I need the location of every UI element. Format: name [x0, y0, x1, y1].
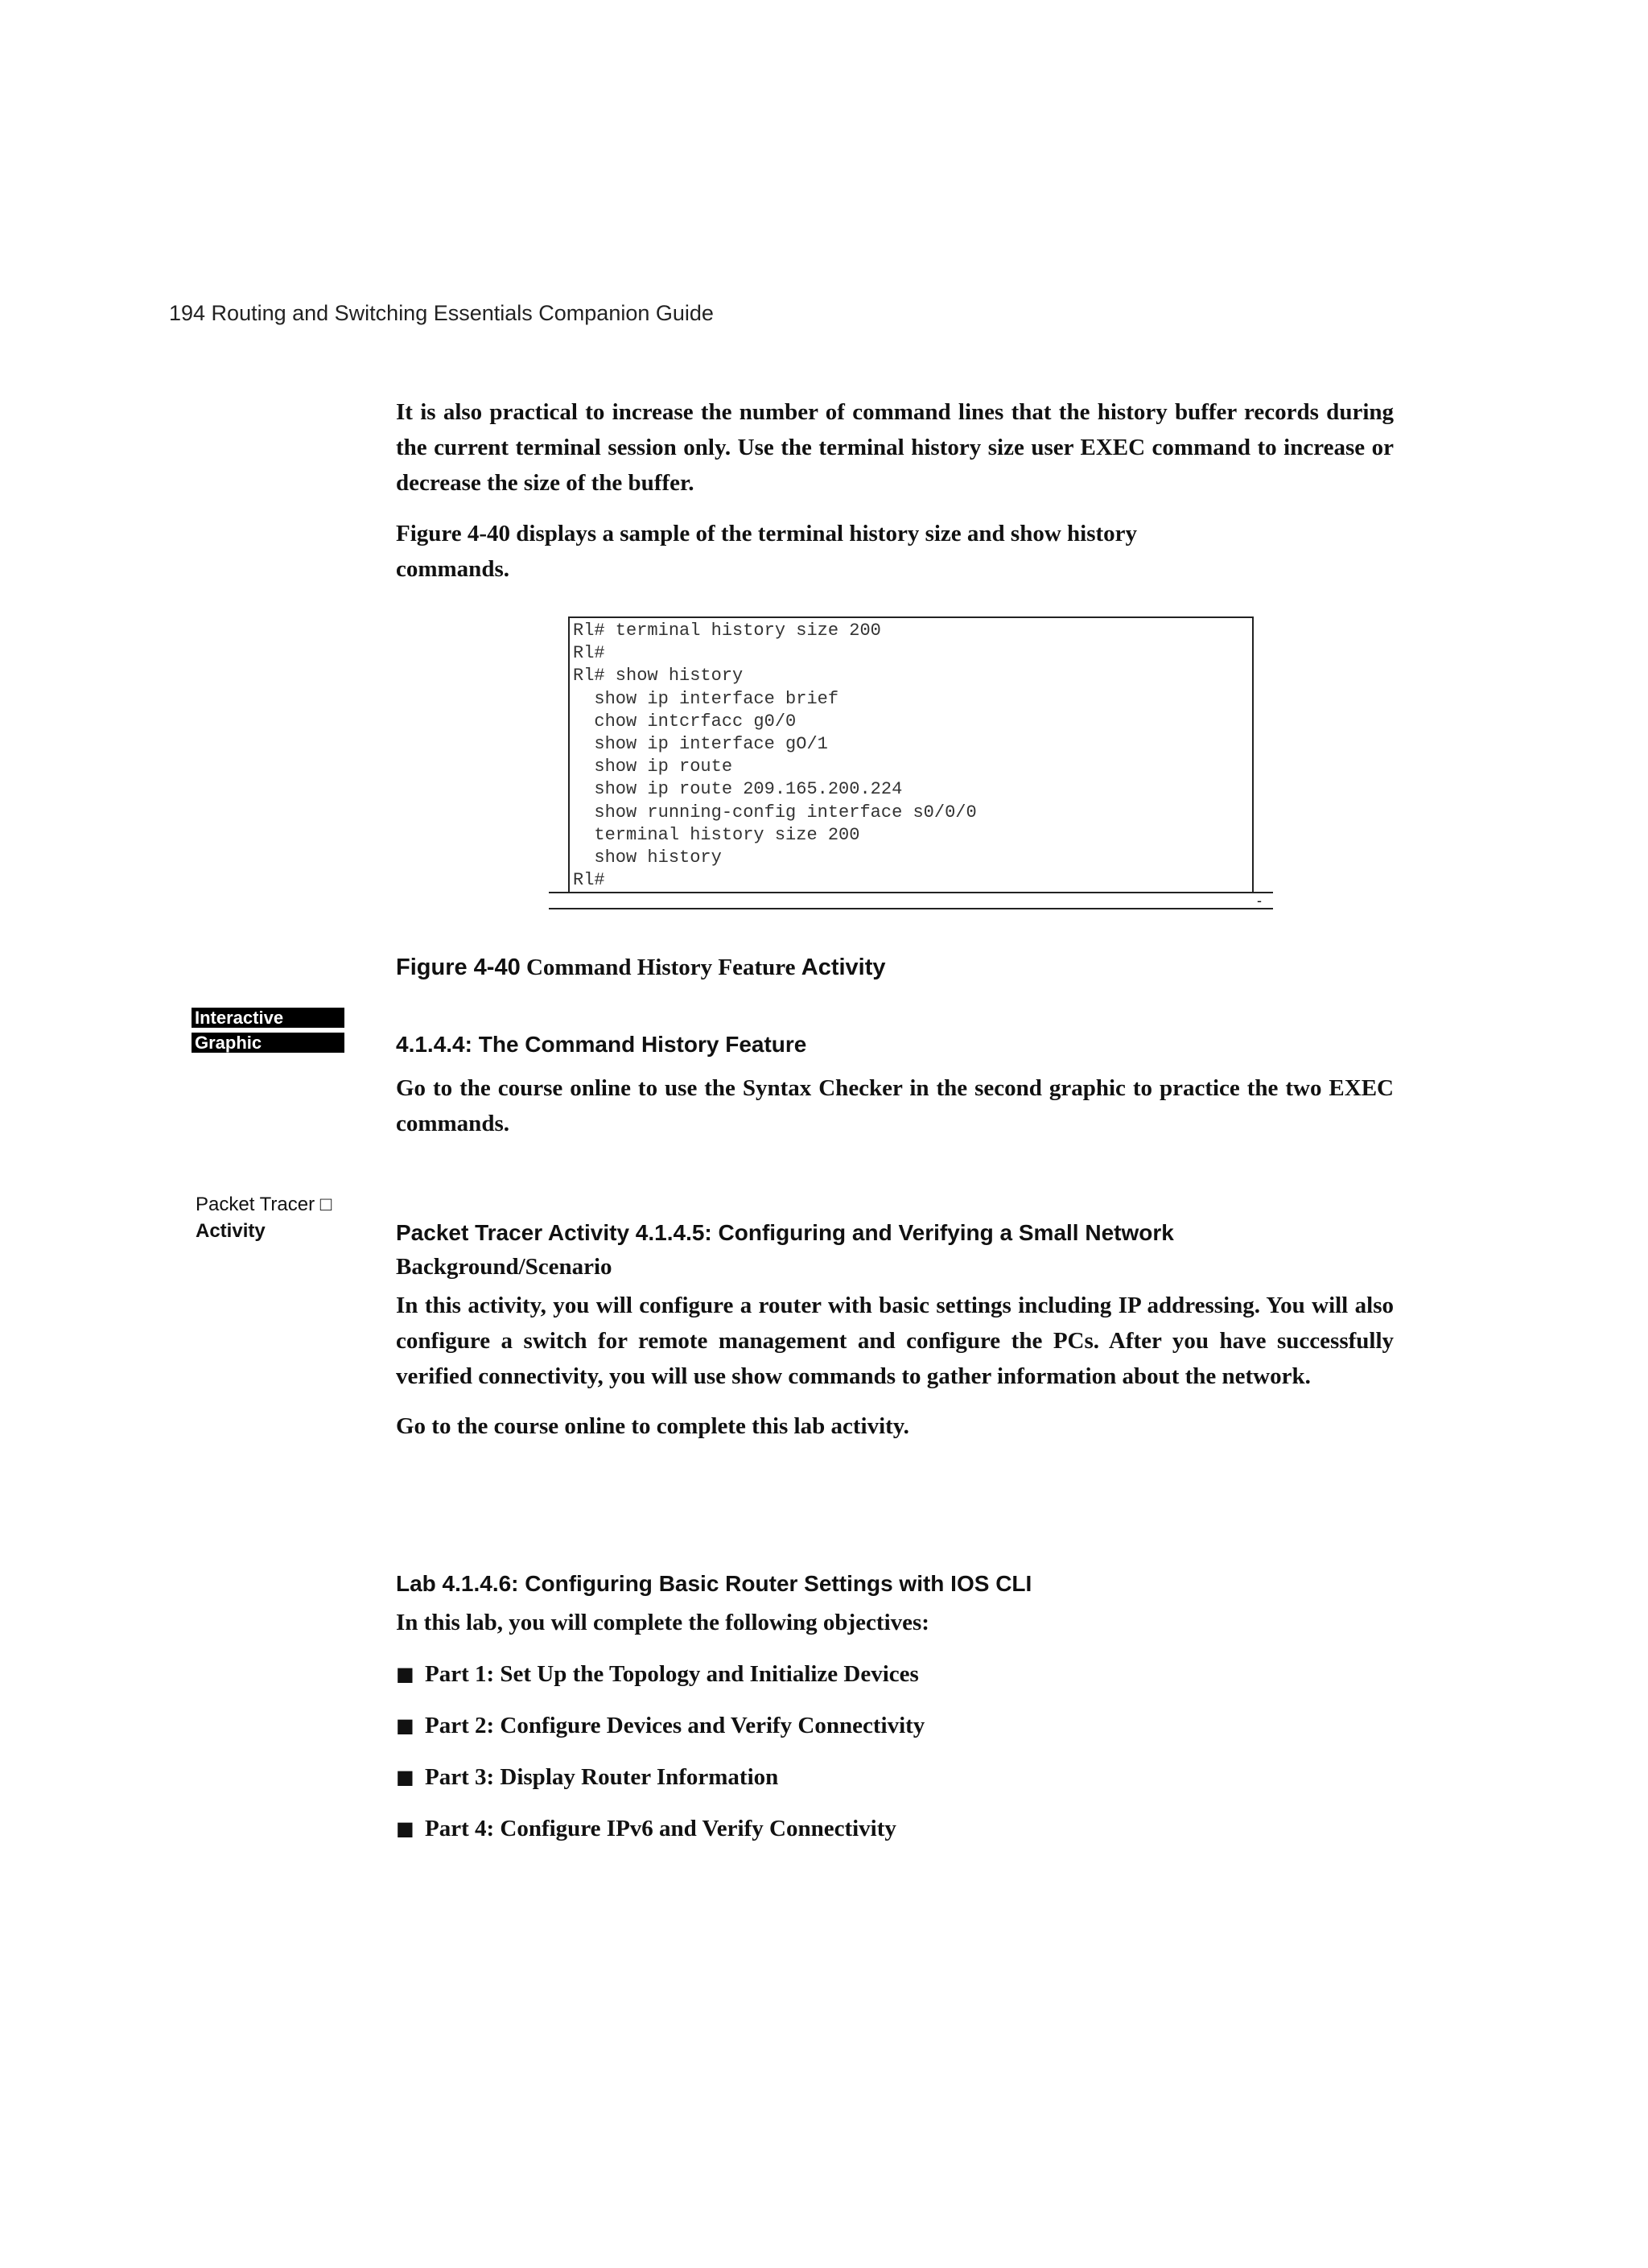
- pt-label-line-2: Activity: [196, 1220, 266, 1242]
- list-item: [396, 1811, 1394, 1846]
- section-intro: In this lab, you will complete the following objectives:: [396, 1610, 929, 1635]
- figure-reference-paragraph: Figure 4-40 displays a sample of the terminal history size and show history commands.: [396, 521, 1138, 582]
- section-4-1-4-5: [396, 1219, 1394, 1444]
- intro-section: [396, 394, 1394, 587]
- square-bullet-icon: ■: [396, 1817, 414, 1840]
- code-line: Rl# terminal history size 200: [573, 621, 881, 641]
- tag-line-2: Graphic: [192, 1033, 344, 1053]
- caption-title: Command History Feature: [525, 955, 796, 980]
- objective-text: Part 1: Set Up the Topology and Initialize Devices: [425, 1661, 919, 1687]
- code-line: show ip route: [573, 757, 733, 777]
- objectives-list: [396, 1656, 1394, 1846]
- running-head: 194 Routing and Switching Essentials Companion Guide: [169, 301, 714, 325]
- cli-output-box: [568, 616, 1254, 892]
- tag-line-1: Interactive: [192, 1008, 344, 1028]
- code-line: Rl# show history: [573, 666, 744, 687]
- section-heading: Packet Tracer Activity 4.1.4.5: Configuring and Verifying a Small Network: [396, 1220, 1174, 1245]
- pt-label-line-1: Packet Tracer □: [196, 1194, 332, 1215]
- section-4-1-4-4: [396, 1030, 1394, 1141]
- intro-paragraph: It is also practical to increase the number of command lines that the history buffer records during the current terminal session only. Use the terminal history size user EXEC command to increase or decrease the size of the buffer.: [396, 399, 1394, 496]
- caption-suffix: Activity: [801, 955, 886, 980]
- figure-caption: [396, 955, 886, 981]
- code-line: show history: [573, 847, 722, 868]
- list-item: [396, 1708, 1394, 1743]
- square-bullet-icon: ■: [396, 1663, 414, 1685]
- code-line: terminal history size 200: [573, 824, 860, 845]
- section-subheading: Background/Scenario: [396, 1254, 612, 1280]
- code-line: show ip interface gO/1: [573, 734, 828, 755]
- figure-4-40: [549, 616, 1273, 913]
- interactive-graphic-tag: [192, 1008, 344, 1058]
- section-heading: Lab 4.1.4.6: Configuring Basic Router Settings with IOS CLI: [396, 1571, 1032, 1596]
- objective-text: Part 2: Configure Devices and Verify Connectivity: [425, 1713, 925, 1738]
- code-line: Rl#: [573, 870, 605, 891]
- figure-rule-bottom: [549, 908, 1273, 909]
- code-line: show ip interface brief: [573, 688, 839, 709]
- section-4-1-4-6: [396, 1569, 1394, 1862]
- code-line: show running-config interface s0/0/0: [573, 802, 977, 823]
- square-bullet-icon: ■: [396, 1766, 414, 1788]
- caption-number: Figure 4-40: [396, 955, 521, 980]
- code-line: show ip route 209.165.200.224: [573, 779, 903, 800]
- figure-rule-mark: -: [1257, 893, 1262, 909]
- objective-text: Part 3: Display Router Information: [425, 1764, 779, 1790]
- figure-rule-top: [549, 892, 1273, 893]
- packet-tracer-tag: [196, 1191, 332, 1244]
- objective-text: Part 4: Configure IPv6 and Verify Connectivity: [425, 1816, 896, 1841]
- section-body: In this activity, you will configure a router with basic settings including IP addressing. You will also configure a switch for remote management and configure the PCs. After you have successfully verified connectivity, you will use show commands to gather information about the network.: [396, 1293, 1394, 1389]
- section-heading: 4.1.4.4: The Command History Feature: [396, 1032, 807, 1057]
- code-line: chow intcrfacc g0/0: [573, 711, 797, 732]
- code-line: Rl#: [573, 643, 605, 664]
- list-item: [396, 1656, 1394, 1692]
- square-bullet-icon: ■: [396, 1714, 414, 1737]
- section-closing: Go to the course online to complete this lab activity.: [396, 1413, 909, 1439]
- list-item: [396, 1759, 1394, 1795]
- section-body: Go to the course online to use the Syntax Checker in the second graphic to practice the two EXEC commands.: [396, 1075, 1394, 1136]
